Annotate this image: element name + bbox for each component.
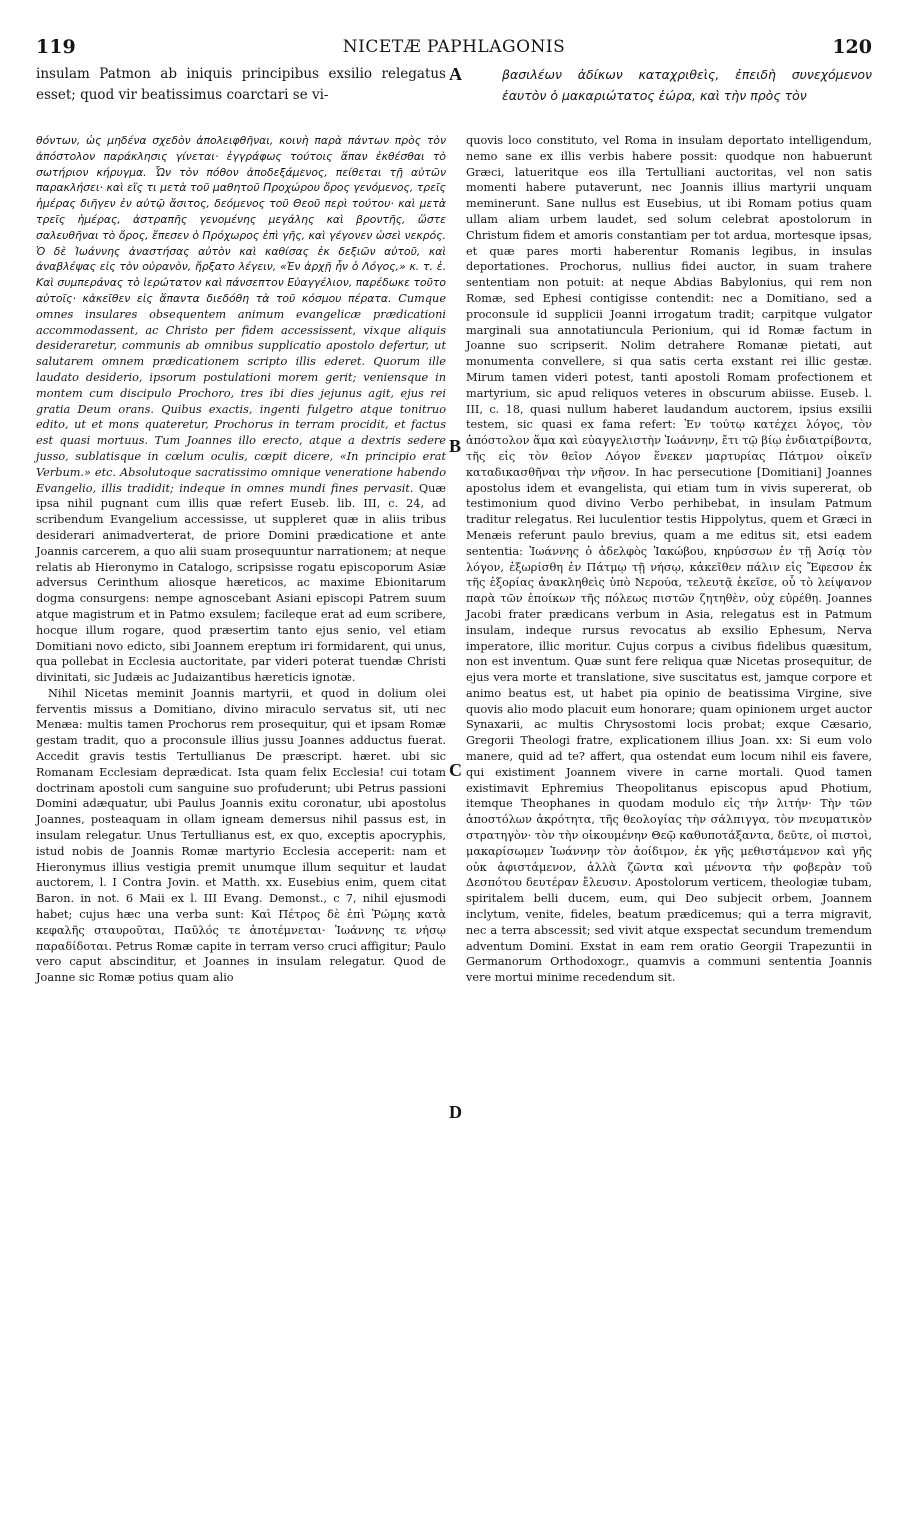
top-latin-text: insulam Patmon ab iniquis principibus exsilio relegatus esset; quod vir beatissimus coarctari se vi- [36,66,446,103]
left-paragraph-1 [36,133,446,686]
section-marker-c: C [449,760,462,780]
page-number-left: 119 [36,36,76,58]
page-number-right: 120 [832,36,872,58]
left-latin-translation: Cumque omnes insulares obsequentem animum evangelicæ prædicationi accommodassent, ac Christo per fidem accessissent, vixque aliquis desideraretur, communis ab omnibus supplicatio apostolo defertur, ut salutarem omnem prædicationem scripto illis ederet. Quorum ille laudato desiderio, ipsorum postulationi morem gerit; veniensque in montem cum discipulo Prochoro, tres ibi dies jejunus agit, ejus rei gratia Deum orans. Quibus exactis, ingenti fulgetro atque tonitruo edito, ut et mons quateretur, Prochorus in terram procidit, et factus est quasi mortuus. Tum Joannes illo erecto, atque a dextris sedere jusso, sublatisque in cœlum oculis, cœpit dicere, «In principio erat Verbum.» etc. Absolutoque sacratissimo omnique veneratione habendo Evangelio, illis tradidit; indeque in omnes mundi fines pervasit. [36,291,447,495]
left-paragraph-2: Nihil Nicetas meminit Joannis martyrii, et quod in dolium olei ferventis missus a Domitiano, divino miraculo servatus sit, uti nec Menæa: multis tamen Prochorus rem prosequitur, qui et ipsam Romæ gestam tradit, quo a proconsule illius jussu Joannes adductus fuerat. Accedit gravis testis Tertullianus De præscript. hæret. ubi sic Romanam Ecclesiam deprædicat. Ista quam felix Ecclesia! cui totam doctrinam apostoli cum sanguine suo profuderunt; ubi Petrus passioni Domini adæquatur, ubi Paulus Joannis exitu coronatur, ubi apostolus Joannes, posteaquam in ollam igneam demersus nihil passus est, in insulam relegatur. Unus Tertullianus est, ex quo, exceptis apocryphis, istud nobis de Joannis Romæ martyrio Ecclesia acceperit: nam et Hieronymus illius vestigia premit unumque illum sequitur et laudat auctorem, l. I Contra Jovin. et Matth. xx. Eusebius enim, quem citat Baron. in not. 6 Maii ex l. III Evang. Demonst., c 7, nihil ejusmodi habet; cujus hæc una verba sunt: Καὶ Πέτρος δὲ ἐπὶ Ῥώμης κατὰ κεφαλῆς σταυροῦται, Παῦλός τε ἀποτέμνεται· Ἰωάννης τε νήσῳ παραδίδοται. Petrus Romæ capite in terram verso cruci affigitur; Paulo vero caput abscinditur, et Joannes in insulam relegatur. Quod de Joanne sic Romæ potius quam alio [36,686,446,985]
left-commentary: Quæ ipsa nihil pugnant cum illis quæ refert Euseb. lib. III, c. 24, ad scribendum Evangelium accessisse, ut suppleret quæ in aliis tribus desiderari animadverterat, de priore Domini prædicatione et ante Joannis carcerem, a quo alii suam prosequuntur narrationem; at neque relatis ab Hieronymo in Catalogo, scripsisse rogatu episcoporum Asiæ adversus Cerinthum aliosque hæreticos, ac maxime Ebionitarum dogma consurgens: nempe agnoscebant Asiani episcopi Patrem suum atque magistrum et in Patmo exsulem; facileque erat ad eum scribere, hocque illum rogare, quod præsertim tanto ejus senio, vel etiam Domitiani novo edicto, sibi Joannem ereptum iri formidarent, qui unus, qua pollebat in Ecclesia auctoritate, par videri poterat tuendæ Christi divinitati, sic Judæis ac Judaizantibus hæreticis ignotæ. [36,481,446,685]
left-greek-passage: θόντων, ὡς μηδένα σχεδὸν ἀπολειφθῆναι, κοινὴ παρὰ πάντων πρὸς τὸν ἀπόστολον παράκλησις γίνεται· ἐγγράφως τούτοις ἅπαν ἐκθέσθαι τὸ σωτήριον κήρυγμα. Ὧν τὸν πόθον ἀποδεξάμενος, πείθεται τῇ αὐτῶν παρακλήσει· καὶ εἴς τι μετὰ τοῦ μαθητοῦ Προχώρου ὄρος γενόμενος, τρεῖς ἡμέρας διῆγεν ἐν αὐτῷ ἄσιτος, δεόμενος τοῦ Θεοῦ περὶ τούτου· καὶ μετὰ τρεῖς ἡμέρας, ἀστραπῆς γενομένης μεγάλης καὶ βροντῆς, ὥστε σαλευθῆναι τὸ ὄρος, ἔπεσεν ὁ Πρόχωρος ἐπὶ γῆς, καὶ γέγονεν ὡσεὶ νεκρός. Ὁ δὲ Ἰωάννης ἀναστήσας αὐτὸν καὶ καθίσας ἐκ δεξιῶν αὐτοῦ, καὶ ἀναβλέψας εἰς τὸν οὐρανὸν, ἤρξατο λέγειν, «Ἐν ἀρχῇ ἦν ὁ Λόγος,» κ. τ. ἑ. Καὶ συμπεράνας τὸ ἱερώτατον καὶ πάνσεπτον Εὐαγγέλιον, παρέδωκε τοῦτο αὐτοῖς· κἀκεῖθεν εἰς ἅπαντα διεδόθη τὰ τοῦ κόσμου πέρατα. [36,134,446,305]
section-marker-a: A [449,64,462,84]
right-paragraph-1: quovis loco constituto, vel Roma in insulam deportato intelligendum, nemo sane ex illis verbis habere possit: quodque non habuerunt Græci, latueritque eos illa Tertulliani auctoritas, vel non satis momenti habere putaverunt, nec Joannis illius martyrii unquam meminerunt. Sane nullus est Eusebius, ut ibi Romam potius quam ullam aliam urbem laudet, sed solum celebrat apostolorum in Christum fidem et amoris constantiam per tot ardua, mortesque ipsas, et quæ pares morti haberentur Romanis legibus, in insulas deportationes. Prochorus, nullius fidei auctor, in suam trahere sententiam non potuit: at neque Abdias Babylonius, qui rem non Romæ, sed Ephesi contigisse contendit: nec a Domitiano, sed a proconsule id supplicii Joanni irrogatum tradit; carpitque vulgator marginali sua annotatiuncula Perionium, qui id Romæ factum in Joanne suo scripserit. Nolim detrahere Romanæ pietati, aut monumenta convellere, si qua satis certa exstant rei illic gestæ. Mirum tamen videri potest, tanti apostoli Romam profectionem et martyrium, sic apud reliquos veteres in obscurum abiisse. Euseb. l. III, c. 18, quasi nullum haberet laudandum auctorem, ipsius exsilii testem, sic quasi ex fama refert: Ἐν τούτῳ κατέχει λόγος, τὸν ἀπόστολον ἅμα καὶ εὐαγγελιστὴν Ἰωάννην, ἔτι τῷ βίῳ ἐνδιατρίβοντα, τῆς εἰς τὸν θεῖον Λόγον ἕνεκεν μαρτυρίας Πάτμον οἰκεῖν καταδικασθῆναι τὴν νῆσον. In hac persecutione [Domitiani] Joannes apostolus idem et evangelista, qui etiam tum in vivis supererat, ob testimonium quod divino Verbo perhibebat, in insulam Patmum traditur relegatus. Rei luculentior testis Hippolytus, quem et Græci in Menæis referunt paulo brevius, quam a me editus sit, etsi eadem sententia: Ἰωάννης ὁ ἀδελφὸς Ἰακώβου, κηρύσσων ἐν τῇ Ἀσίᾳ τὸν λόγον, ἐξωρίσθη ἐν Πάτμῳ τῇ νήσῳ, κἀκεῖθεν πάλιν εἰς Ἔφεσον ἐκ τῆς ἐξορίας ἀνακληθεὶς ὑπὸ Νερούα, τελευτᾷ ἐκεῖσε, οὗ τὸ λείψανον παρὰ τῶν ἐποίκων τῆς πόλεως πιστῶν ζητηθὲν, οὐχ εὑρέθη. Joannes Jacobi frater prædicans verbum in Asia, relegatus est in Patmum insulam, indeque rursus revocatus ab exsilio Ephesum, Nerva imperatore, illic moritur. Cujus corpus a civibus fidelibus quæsitum, non est inventum. Quæ sunt fere reliqua quæ Nicetas prosequitur, de ejus vera morte et translatione, sive suscitatus est, jamque corpore et animo beatus est, ut habet pia opinio de beatissima Virgine, sive quovis alio modo placuit eum honorare; quam opinionem urget auctor Synaxarii, ac multis Chrysostomi locis probat; exque Cæsario, Gregorii Theologi fratre, explicationem illius Joan. xx: Si eum volo manere, quid ad te? affert, qua ostendat eum locum nihil eis favere, qui existiment Joannem vivere in carne mortali. Quod tamen existimavit Ephremius Theopolitanus episcopus apud Photium, itemque Theophanes in quodam modulo εἰς τὴν λιτήν· Τὴν τῶν ἀποστόλων ἀκρότητα, τῆς θεολογίας τὴν σάλπιγγα, τὸν πνευματικὸν στρατηγὸν· τὸν τὴν οἰκουμένην Θεῷ καθυποτάξαντα, δεῦτε, οἱ πιστοὶ, μακαρίσωμεν Ἰωάννην τὸν ἀοίδιμον, ἐκ γῆς μεθιστάμενον καὶ γῆς οὐκ ἀφιστάμενον, ἀλλὰ ζῶντα καὶ μένοντα τὴν φοβερὰν τοῦ Δεσπότου δευτέραν ἔλευσιν. Apostolorum verticem, theologiæ tubam, spiritalem belli ducem, eum, qui Deo subjecit orbem, Joannem inclytum, venite, fideles, beatum prædicemus; qui a terra migravit, nec a terra abscessit; sed vivit atque exspectat secundum tremendum adventum Domini. Exstat in eam rem oratio Georgii Trapezuntii in Germanorum Orthodoxogr., quamvis a communi sententia Joannis vere mortui minime recedendum sit. [466,134,872,985]
top-greek-text: βασιλέων ἀδίκων καταχριθεὶς, ἐπειδὴ συνεχόμενον ἑαυτὸν ὁ μακαριώτατος ἑώρα, καὶ τὴν πρὸς τὸν [502,67,872,103]
section-marker-d: D [449,1102,462,1122]
right-column [466,133,872,986]
page-header [36,36,872,58]
left-column [36,133,446,986]
section-marker-b: B [449,436,462,456]
running-title: NICETÆ PAPHLAGONIS [342,37,566,57]
